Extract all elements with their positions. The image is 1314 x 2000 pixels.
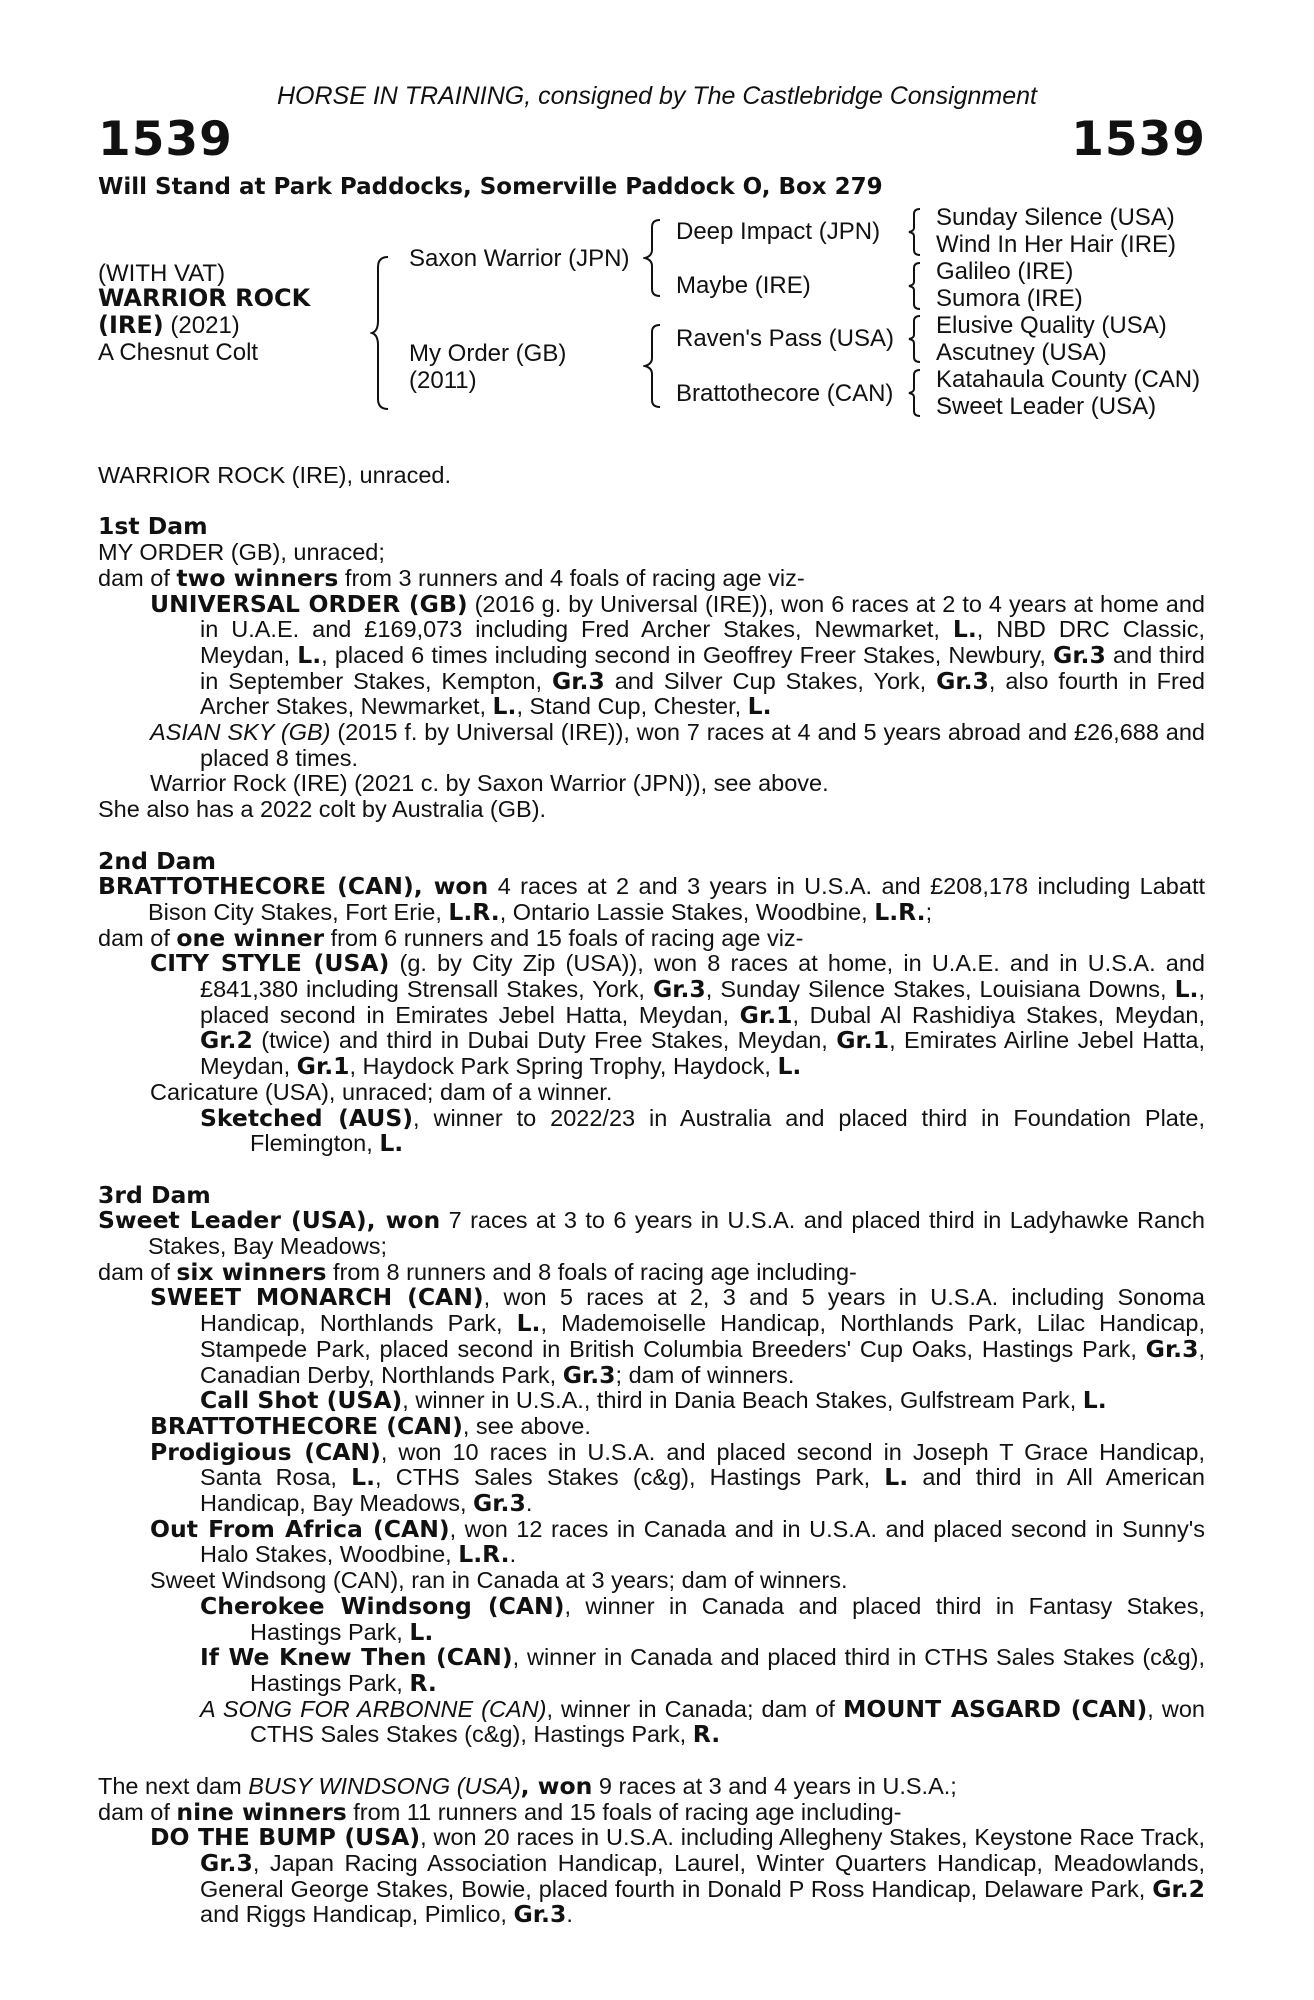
grandsire-8: Sweet Leader (USA) <box>936 393 1157 420</box>
second-dam-produce-summary: dam of one winner from 6 runners and 15 foals of racing age viz- <box>98 923 804 952</box>
first-dam-note: She also has a 2022 colt by Australia (GB). <box>98 796 547 823</box>
progeny-sketched: Sketched (AUS), winner to 2022/23 in Australia and placed third in Foundation Plate, Flemington, L. <box>200 1103 1205 1158</box>
horse-country: (IRE) <box>98 311 164 339</box>
progeny-warrior-rock: Warrior Rock (IRE) (2021 c. by Saxon Warrior (JPN)), see above. <box>150 770 829 797</box>
sire-dam: Maybe (IRE) <box>676 272 811 299</box>
g-brace-4 <box>907 368 923 418</box>
grandsire-5: Elusive Quality (USA) <box>936 312 1167 339</box>
dam-dam: Brattothecore (CAN) <box>676 380 894 407</box>
grandsire-6: Ascutney (USA) <box>936 339 1107 366</box>
progeny-if-we-knew-then: If We Knew Then (CAN), winner in Canada and placed third in CTHS Sales Stakes (c&g), Hastings Park, R. <box>200 1643 1205 1697</box>
progeny-city-style: CITY STYLE (USA) (g. by City Zip (USA)), won 8 races at home, in U.A.E. and in U.S.A. and £841,380 including Strensall Stakes, York, Gr.3, Sunday Silence Stakes, Louisiana Downs, L., placed second in Emirates Jebel Hatta, Meydan, Gr.1, Dubal Al Rashidiya Stakes, Meydan, Gr.2 (twice) and third in Dubai Duty Free Stakes, Meydan, Gr.1, Emirates Airline Jebel Hatta, Meydan, Gr.1, Haydock Park Spring Trophy, Haydock, L. <box>150 949 1206 1081</box>
horse-brace <box>370 255 392 411</box>
grandsire-7: Katahaula County (CAN) <box>936 366 1201 393</box>
grandsire-1: Sunday Silence (USA) <box>936 204 1175 231</box>
horse-description: A Chesnut Colt <box>98 339 259 366</box>
g-brace-1 <box>907 207 923 257</box>
progeny-prodigious: Prodigious (CAN), won 10 races in U.S.A. and placed second in Joseph T Grace Handicap, Santa Rosa, L., CTHS Sales Stakes (c&g), Hastings Park, L. and third in All American Handicap, Bay Meadows, Gr.3. <box>150 1437 1206 1518</box>
second-dam-heading: 2nd Dam <box>98 846 216 875</box>
consignment-subheading: HORSE IN TRAINING, consigned by The Castlebridge Consignment <box>276 82 1038 110</box>
progeny-a-song-for-arbonne: A SONG FOR ARBONNE (CAN), winner in Canada; dam of MOUNT ASGARD (CAN), won CTHS Sales Stakes (c&g), Hastings Park, R. <box>200 1694 1205 1749</box>
progeny-asian-sky: ASIAN SKY (GB) (2015 f. by Universal (IRE)), won 7 races at 4 and 5 years abroad and £26,688 and placed 8 times. <box>150 719 1205 771</box>
vat-note: (WITH VAT) <box>98 260 226 287</box>
progeny-do-the-bump: DO THE BUMP (USA), won 20 races in U.S.A. including Allegheny Stakes, Keystone Race Track, Gr.3, Japan Racing Association Handicap, Laurel, Winter Quarters Handicap, Meadowlands, General George Stakes, Bowie, placed fourth in Donald P Ross Handicap, Delaware Park, Gr.2 and Riggs Handicap, Pimlico, Gr.3. <box>150 1823 1205 1929</box>
first-dam-produce-summary: dam of two winners from 3 runners and 4 foals of racing age viz- <box>98 563 805 592</box>
third-dam-produce-summary: dam of six winners from 8 runners and 8 foals of racing age including- <box>98 1257 857 1286</box>
second-dam-record: BRATTOTHECORE (CAN), won 4 races at 2 and 3 years in U.S.A. and £208,178 including Labatt Bison City Stakes, Fort Erie, L.R., Ontario Lassie Stakes, Woodbine, L.R.; <box>98 872 1206 926</box>
first-dam-heading: 1st Dam <box>98 512 208 541</box>
dam-sire: Raven's Pass (USA) <box>676 325 894 352</box>
progeny-sweet-windsong: Sweet Windsong (CAN), ran in Canada at 3 years; dam of winners. <box>150 1567 848 1594</box>
progeny-call-shot: Call Shot (USA), winner in U.S.A., third in Dania Beach Stakes, Gulfstream Park, L. <box>200 1386 1107 1415</box>
grandsire-3: Galileo (IRE) <box>936 258 1074 285</box>
lot-number-left: 1539 <box>98 112 233 167</box>
g-brace-3 <box>907 314 923 364</box>
sire-sire: Deep Impact (JPN) <box>676 218 881 245</box>
stand-location: Will Stand at Park Paddocks, Somerville Paddock O, Box 279 <box>98 174 883 200</box>
unraced-line: WARRIOR ROCK (IRE), unraced. <box>98 462 451 488</box>
next-dam-record: The next dam BUSY WINDSONG (USA), won 9 races at 3 and 4 years in U.S.A.; <box>98 1771 957 1800</box>
progeny-caricature: Caricature (USA), unraced; dam of a winner. <box>150 1078 613 1105</box>
progeny-brattothecore: BRATTOTHECORE (CAN), see above. <box>150 1411 591 1440</box>
catalogue-body <box>98 463 1205 1928</box>
progeny-universal-order: UNIVERSAL ORDER (GB) (2016 g. by Universal (IRE)), won 6 races at 2 to 4 years at home and in U.A.E. and £169,073 including Fred Archer Stakes, Newmarket, L., NBD DRC Classic, Meydan, L., placed 6 times including second in Geoffrey Freer Stakes, Newbury, Gr.3 and third in September Stakes, Kempton, Gr.3 and Silver Cup Stakes, York, Gr.3, also fourth in Fred Archer Stakes, Newmarket, L., Stand Cup, Chester, L. <box>150 589 1206 721</box>
progeny-out-from-africa: Out From Africa (CAN), won 12 races in Canada and in U.S.A. and placed second in Sunny's Halo Stakes, Woodbine, L.R.. <box>150 1514 1205 1569</box>
horse-country-year <box>98 312 240 339</box>
sire-name: Saxon Warrior (JPN) <box>409 245 630 272</box>
dam-brace <box>643 323 663 409</box>
grandsire-4: Sumora (IRE) <box>936 285 1083 312</box>
sire-brace <box>643 218 663 298</box>
horse-name: WARRIOR ROCK <box>98 284 311 312</box>
third-dam-heading: 3rd Dam <box>98 1180 211 1209</box>
grandsire-2: Wind In Her Hair (IRE) <box>936 231 1177 258</box>
progeny-sweet-monarch: SWEET MONARCH (CAN), won 5 races at 2, 3 and 5 years in U.S.A. including Sonoma Handicap, Northlands Park, L., Mademoiselle Handicap, Northlands Park, Lilac Handicap, Stampede Park, placed second in British Columbia Breeders' Cup Oaks, Hastings Park, Gr.3, Canadian Derby, Northlands Park, Gr.3; dam of winners. <box>150 1283 1205 1389</box>
third-dam-record: Sweet Leader (USA), won 7 races at 3 to 6 years in U.S.A. and placed third in Ladyhawke Ranch Stakes, Bay Meadows; <box>98 1206 1205 1260</box>
next-dam-produce-summary: dam of nine winners from 11 runners and 15 foals of racing age including- <box>98 1797 902 1826</box>
horse-year: (2021) <box>163 312 240 339</box>
dam-year: (2011) <box>409 367 477 394</box>
progeny-cherokee-windsong: Cherokee Windsong (CAN), winner in Canada and placed third in Fantasy Stakes, Hastings Park, L. <box>200 1591 1205 1646</box>
g-brace-2 <box>907 261 923 311</box>
first-dam-line: MY ORDER (GB), unraced; <box>98 539 385 566</box>
dam-name: My Order (GB) <box>409 340 567 367</box>
lot-number-right: 1539 <box>1071 112 1206 167</box>
